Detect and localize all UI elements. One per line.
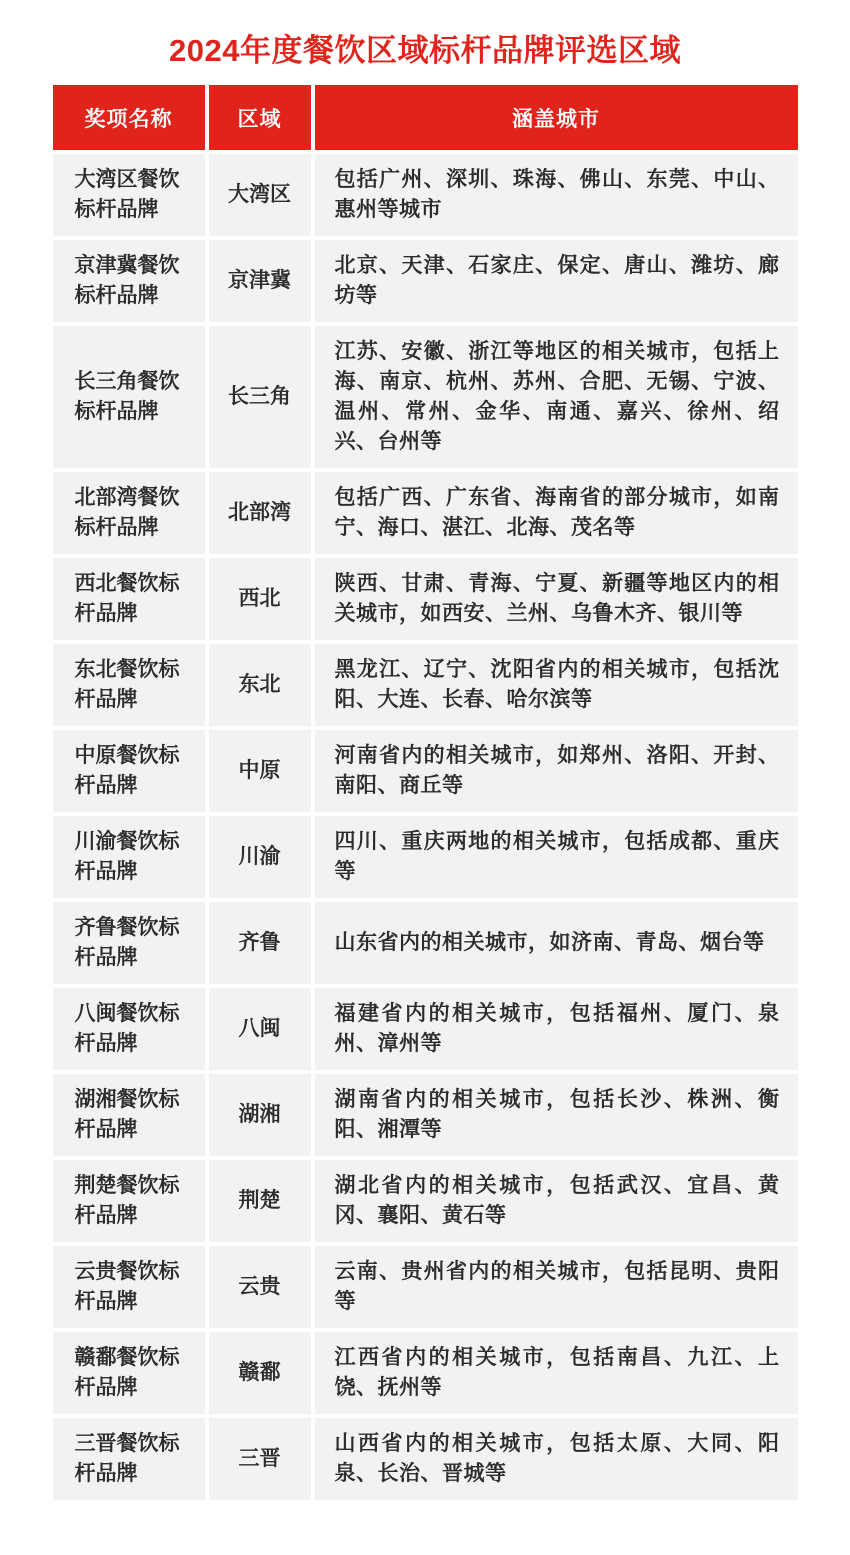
- award-regions-table: [53, 85, 798, 1500]
- table-row: [53, 1332, 798, 1414]
- region-cell: 八闽: [209, 988, 311, 1070]
- cities-cell: 湖南省内的相关城市，包括长沙、株洲、衡阳、湘潭等: [315, 1074, 798, 1156]
- cities-cell: 山西省内的相关城市，包括太原、大同、阳泉、长治、晋城等: [315, 1418, 798, 1500]
- table-row: [53, 326, 798, 468]
- cities-cell: 云南、贵州省内的相关城市，包括昆明、贵阳等: [315, 1246, 798, 1328]
- award-name-cell: 长三角餐饮标杆品牌: [53, 326, 205, 468]
- cities-cell: 北京、天津、石家庄、保定、唐山、潍坊、廊坊等: [315, 240, 798, 322]
- table-row: [53, 730, 798, 812]
- cities-cell: 山东省内的相关城市，如济南、青岛、烟台等: [315, 902, 798, 984]
- header-award-name: 奖项名称: [53, 85, 205, 150]
- cities-cell: 四川、重庆两地的相关城市，包括成都、重庆等: [315, 816, 798, 898]
- page: [0, 25, 850, 1500]
- award-name-cell: 赣鄱餐饮标杆品牌: [53, 1332, 205, 1414]
- cities-cell: 河南省内的相关城市，如郑州、洛阳、开封、南阳、商丘等: [315, 730, 798, 812]
- region-cell: 北部湾: [209, 472, 311, 554]
- region-cell: 荆楚: [209, 1160, 311, 1242]
- table-row: [53, 1246, 798, 1328]
- award-name-cell: 大湾区餐饮标杆品牌: [53, 154, 205, 236]
- award-name-cell: 京津冀餐饮标杆品牌: [53, 240, 205, 322]
- award-name-cell: 云贵餐饮标杆品牌: [53, 1246, 205, 1328]
- table-row: [53, 1418, 798, 1500]
- region-cell: 齐鲁: [209, 902, 311, 984]
- header-cities: 涵盖城市: [315, 85, 798, 150]
- region-cell: 湖湘: [209, 1074, 311, 1156]
- region-cell: 大湾区: [209, 154, 311, 236]
- region-cell: 长三角: [209, 326, 311, 468]
- table-row: [53, 240, 798, 322]
- table-row: [53, 154, 798, 236]
- table-row: [53, 902, 798, 984]
- award-name-cell: 东北餐饮标杆品牌: [53, 644, 205, 726]
- region-cell: 三晋: [209, 1418, 311, 1500]
- award-name-cell: 三晋餐饮标杆品牌: [53, 1418, 205, 1500]
- award-name-cell: 中原餐饮标杆品牌: [53, 730, 205, 812]
- region-cell: 中原: [209, 730, 311, 812]
- table-row: [53, 988, 798, 1070]
- award-name-cell: 西北餐饮标杆品牌: [53, 558, 205, 640]
- region-cell: 云贵: [209, 1246, 311, 1328]
- cities-cell: 黑龙江、辽宁、沈阳省内的相关城市，包括沈阳、大连、长春、哈尔滨等: [315, 644, 798, 726]
- page-title: 2024年度餐饮区域标杆品牌评选区域: [169, 33, 681, 68]
- award-name-cell: 齐鲁餐饮标杆品牌: [53, 902, 205, 984]
- award-name-cell: 川渝餐饮标杆品牌: [53, 816, 205, 898]
- cities-cell: 包括广州、深圳、珠海、佛山、东莞、中山、惠州等城市: [315, 154, 798, 236]
- cities-cell: 包括广西、广东省、海南省的部分城市，如南宁、海口、湛江、北海、茂名等: [315, 472, 798, 554]
- region-cell: 川渝: [209, 816, 311, 898]
- table-row: [53, 472, 798, 554]
- table-header-row: [53, 85, 798, 150]
- cities-cell: 江苏、安徽、浙江等地区的相关城市，包括上海、南京、杭州、苏州、合肥、无锡、宁波、温州、常州、金华、南通、嘉兴、徐州、绍兴、台州等: [315, 326, 798, 468]
- award-name-cell: 八闽餐饮标杆品牌: [53, 988, 205, 1070]
- cities-cell: 陕西、甘肃、青海、宁夏、新疆等地区内的相关城市，如西安、兰州、乌鲁木齐、银川等: [315, 558, 798, 640]
- cities-cell: 福建省内的相关城市，包括福州、厦门、泉州、漳州等: [315, 988, 798, 1070]
- region-cell: 赣鄱: [209, 1332, 311, 1414]
- table-row: [53, 1074, 798, 1156]
- table-row: [53, 558, 798, 640]
- header-region: 区域: [209, 85, 311, 150]
- table-row: [53, 1160, 798, 1242]
- table-row: [53, 816, 798, 898]
- cities-cell: 江西省内的相关城市，包括南昌、九江、上饶、抚州等: [315, 1332, 798, 1414]
- award-name-cell: 湖湘餐饮标杆品牌: [53, 1074, 205, 1156]
- region-cell: 京津冀: [209, 240, 311, 322]
- award-name-cell: 北部湾餐饮标杆品牌: [53, 472, 205, 554]
- award-name-cell: 荆楚餐饮标杆品牌: [53, 1160, 205, 1242]
- table-row: [53, 644, 798, 726]
- cities-cell: 湖北省内的相关城市，包括武汉、宜昌、黄冈、襄阳、黄石等: [315, 1160, 798, 1242]
- region-cell: 东北: [209, 644, 311, 726]
- region-cell: 西北: [209, 558, 311, 640]
